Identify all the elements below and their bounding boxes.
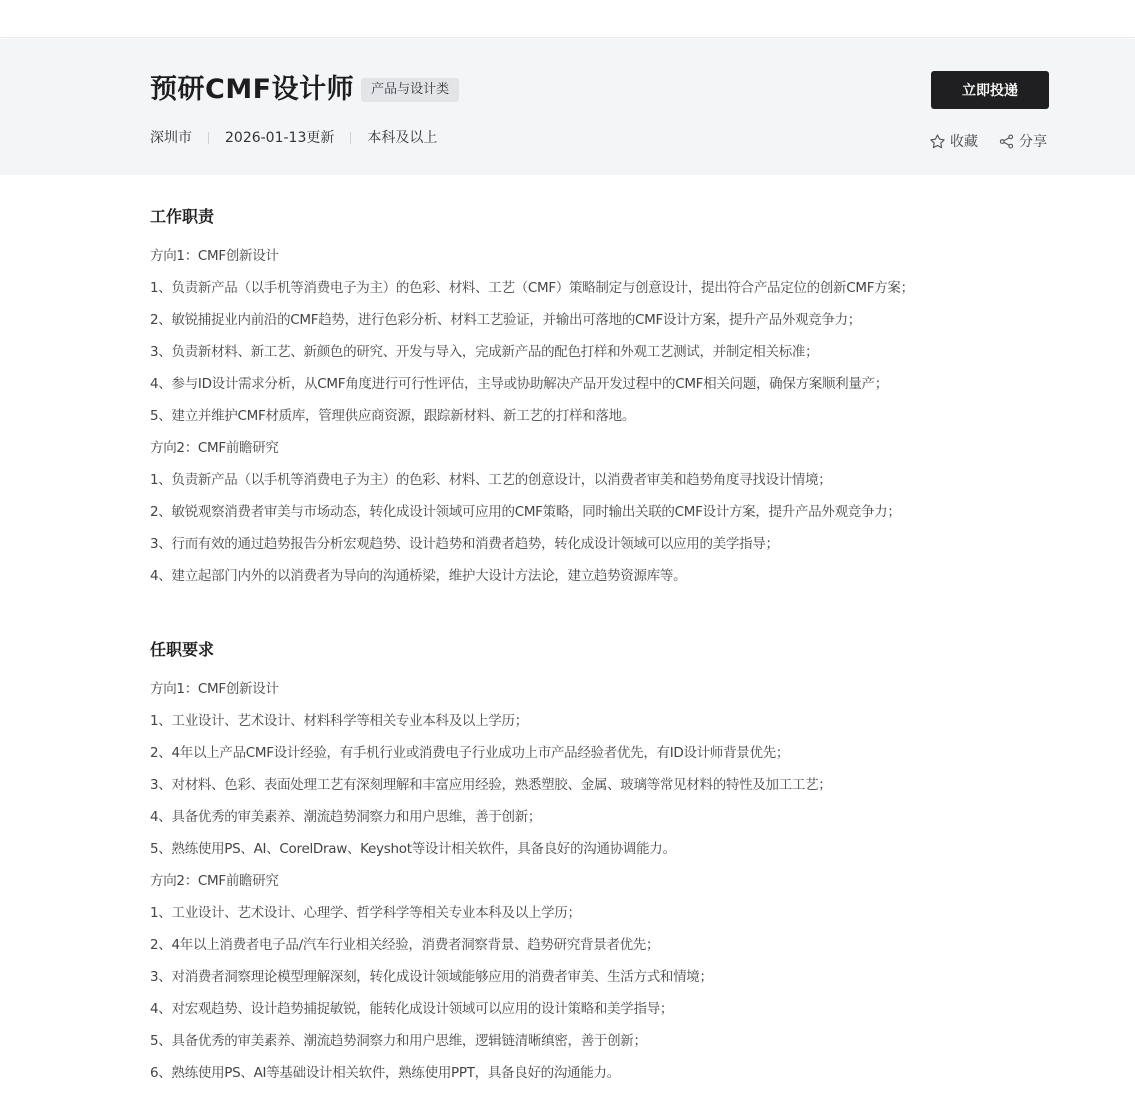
job-updated-date: 2026-01-13更新 [225,130,335,146]
meta-divider [350,132,351,144]
list-item: 4、具备优秀的审美素养、潮流趋势洞察力和用户思维，善于创新； [150,809,542,825]
list-item: 方向1：CMF创新设计 [150,681,279,697]
job-meta [150,128,437,148]
list-item: 3、对消费者洞察理论模型理解深刻，转化成设计领域能够应用的消费者审美、生活方式和情境； [150,969,713,985]
list-item: 1、工业设计、艺术设计、材料科学等相关专业本科及以上学历； [150,713,528,729]
list-item: 方向2：CMF前瞻研究 [150,440,279,456]
list-item: 1、负责新产品（以手机等消费电子为主）的色彩、材料、工艺的创意设计，以消费者审美和趋势角度寻找设计情境； [150,472,832,488]
list-item: 3、对材料、色彩、表面处理工艺有深刻理解和丰富应用经验，熟悉塑胶、金属、玻璃等常见材料的特性及加工工艺； [150,777,832,793]
job-header [0,39,1135,175]
list-item: 1、工业设计、艺术设计、心理学、哲学科学等相关专业本科及以上学历； [150,905,581,921]
list-item: 方向1：CMF创新设计 [150,248,279,264]
share-button[interactable] [998,131,1047,151]
list-item: 6、熟练使用PS、AI等基础设计相关软件，熟练使用PPT，具备良好的沟通能力。 [150,1065,620,1081]
list-item: 2、4年以上产品CMF设计经验，有手机行业或消费电子行业成功上市产品经验者优先，有ID设计师背景优先； [150,745,790,761]
list-item: 4、建立起部门内外的以消费者为导向的沟通桥梁，维护大设计方法论，建立趋势资源库等。 [150,568,687,584]
share-label: 分享 [1019,134,1047,150]
list-item: 1、负责新产品（以手机等消费电子为主）的色彩、材料、工艺（CMF）策略制定与创意设计，提出符合产品定位的创新CMF方案； [150,280,914,296]
star-icon [929,133,946,150]
list-item: 4、参与ID设计需求分析，从CMF角度进行可行性评估，主导或协助解决产品开发过程中的CMF相关问题，确保方案顺利量产； [150,376,888,392]
favorite-label: 收藏 [950,134,978,150]
top-navigation-bar [0,0,1135,38]
job-title: 预研CMF设计师 [150,74,355,105]
list-item: 4、对宏观趋势、设计趋势捕捉敏锐，能转化成设计领域可以应用的设计策略和美学指导； [150,1001,674,1017]
list-item: 3、行而有效的通过趋势报告分析宏观趋势、设计趋势和消费者趋势，转化成设计领域可以应用的美学指导； [150,536,779,552]
meta-divider [208,132,209,144]
list-item: 方向2：CMF前瞻研究 [150,873,279,889]
list-item: 5、熟练使用PS、AI、CorelDraw、Keyshot等设计相关软件，具备良好的沟通协调能力。 [150,841,676,857]
list-item: 3、负责新材料、新工艺、新颜色的研究、开发与导入，完成新产品的配色打样和外观工艺测试，并制定相关标准； [150,344,819,360]
favorite-button[interactable] [929,131,978,151]
requirements-title: 任职要求 [150,640,215,659]
list-item: 2、敏锐捕捉业内前沿的CMF趋势，进行色彩分析、材料工艺验证，并输出可落地的CMF设计方案，提升产品外观竞争力； [150,312,861,328]
job-education: 本科及以上 [367,130,438,146]
apply-button[interactable]: 立即投递 [931,71,1049,109]
job-location: 深圳市 [150,130,192,146]
title-row [150,72,459,108]
list-item: 2、敏锐观察消费者审美与市场动态，转化成设计领域可应用的CMF策略，同时输出关联的CMF设计方案，提升产品外观竞争力； [150,504,901,520]
list-item: 5、建立并维护CMF材质库，管理供应商资源，跟踪新材料、新工艺的打样和落地。 [150,408,636,424]
category-tag: 产品与设计类 [361,78,459,102]
list-item: 5、具备优秀的审美素养、潮流趋势洞察力和用户思维，逻辑链清晰缜密，善于创新； [150,1033,647,1049]
responsibilities-list [150,240,914,592]
share-icon [998,133,1015,150]
responsibilities-title: 工作职责 [150,207,215,226]
list-item: 2、4年以上消费者电子品/汽车行业相关经验，消费者洞察背景、趋势研究背景者优先； [150,937,660,953]
requirements-list [150,673,832,1089]
job-actions [929,131,1047,151]
